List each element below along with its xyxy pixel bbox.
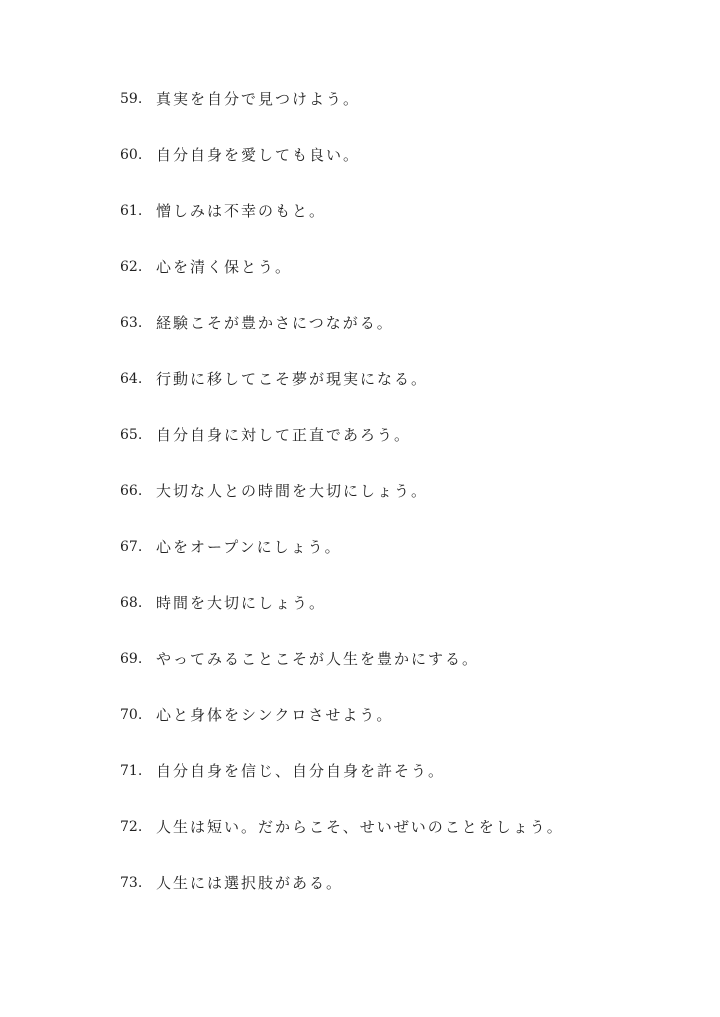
list-item	[120, 311, 564, 367]
numbered-list	[120, 87, 564, 927]
item-number: 70.	[120, 707, 143, 723]
item-number: 59.	[120, 91, 143, 107]
item-number: 64.	[120, 371, 143, 387]
list-item	[120, 367, 564, 423]
item-number: 69.	[120, 651, 143, 667]
item-text: 真実を自分で見つけよう。	[156, 90, 361, 108]
list-item	[120, 591, 564, 647]
list-item	[120, 423, 564, 479]
item-number: 67.	[120, 539, 143, 555]
list-item	[120, 815, 564, 871]
list-item	[120, 87, 564, 143]
list-item	[120, 255, 564, 311]
item-text: 行動に移してこそ夢が現実になる。	[156, 370, 429, 388]
item-number: 66.	[120, 483, 143, 499]
list-item	[120, 871, 564, 927]
item-number: 72.	[120, 819, 143, 835]
item-text: 経験こそが豊かさにつながる。	[156, 314, 394, 332]
item-number: 63.	[120, 315, 143, 331]
list-item	[120, 199, 564, 255]
item-number: 73.	[120, 875, 143, 891]
list-item	[120, 143, 564, 199]
item-number: 65.	[120, 427, 143, 443]
item-text: 人生には選択肢がある。	[156, 874, 344, 892]
item-number: 61.	[120, 203, 143, 219]
item-text: 人生は短い。だからこそ、せいぜいのことをしょう。	[156, 818, 564, 836]
item-text: 大切な人との時間を大切にしょう。	[156, 482, 429, 500]
item-number: 62.	[120, 259, 143, 275]
item-text: 心をオープンにしょう。	[156, 538, 342, 556]
item-text: 自分自身に対して正直であろう。	[156, 426, 412, 444]
item-number: 68.	[120, 595, 143, 611]
list-item	[120, 703, 564, 759]
list-item	[120, 479, 564, 535]
item-text: 心を清く保とう。	[156, 258, 293, 276]
list-item	[120, 535, 564, 591]
item-text: やってみることこそが人生を豊かにする。	[156, 650, 480, 668]
item-text: 自分自身を愛しても良い。	[156, 146, 361, 164]
item-text: 心と身体をシンクロさせよう。	[156, 706, 394, 724]
list-item	[120, 759, 564, 815]
item-text: 自分自身を信じ、自分自身を許そう。	[156, 762, 446, 780]
item-text: 時間を大切にしょう。	[156, 594, 327, 612]
item-number: 71.	[120, 763, 143, 779]
item-text: 憎しみは不幸のもと。	[156, 202, 327, 220]
item-number: 60.	[120, 147, 143, 163]
list-item	[120, 647, 564, 703]
